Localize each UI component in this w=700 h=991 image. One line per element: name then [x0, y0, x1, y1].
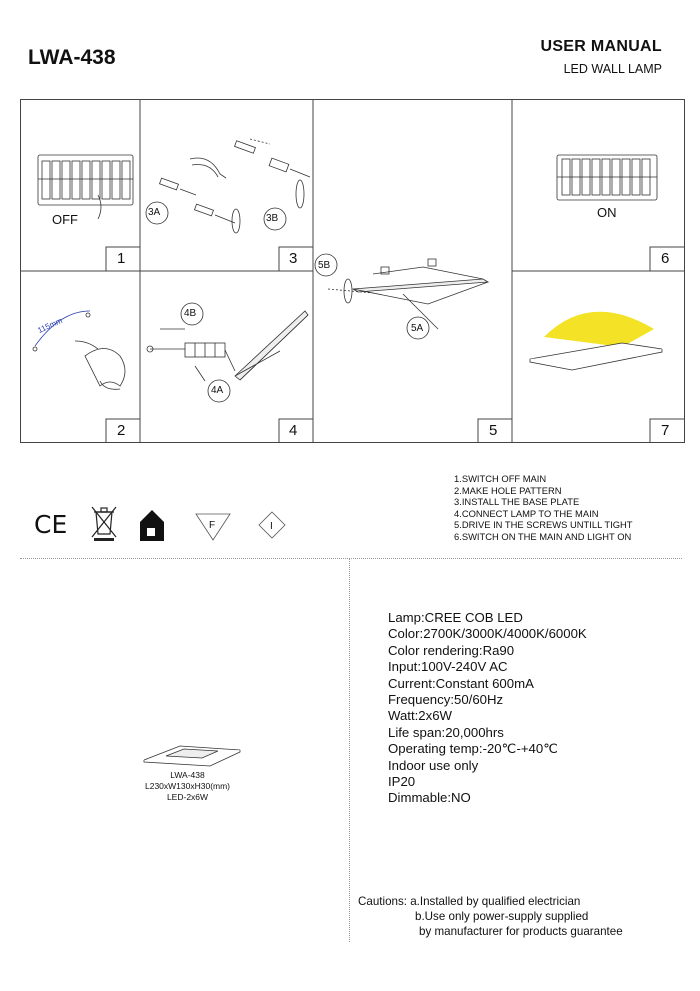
- weee-bin-icon: [90, 504, 118, 542]
- spec-color: Color:2700K/3000K/4000K/6000K: [388, 626, 587, 642]
- ce-mark-icon: CE: [34, 510, 68, 539]
- step-number-7: 7: [661, 422, 670, 439]
- callout-4b: 4B: [184, 308, 197, 319]
- cautions: [358, 895, 623, 939]
- product-illustration: [140, 738, 245, 768]
- model-number: LWA-438: [28, 46, 116, 69]
- step-text-5: 5.DRIVE IN THE SCREWS UNTILL TIGHT: [454, 519, 633, 531]
- specifications: [388, 610, 587, 807]
- hole-spacing-dimension: 115mm: [36, 315, 64, 336]
- step-number-4: 4: [289, 422, 298, 439]
- product-caption: [120, 770, 255, 803]
- spec-dimmable: Dimmable:NO: [388, 790, 471, 806]
- indoor-use-icon: [138, 508, 166, 542]
- mount-lamp-illustration: [313, 99, 512, 443]
- step-text-1: 1.SWITCH OFF MAIN: [454, 473, 547, 484]
- on-label: ON: [597, 205, 617, 220]
- drilling-illustration: [20, 271, 140, 443]
- lit-lamp-illustration: [512, 271, 685, 443]
- caution-line-2: b.Use only power-supply supplied: [415, 909, 589, 923]
- caution-line-3: by manufacturer for products guarantee: [419, 924, 623, 938]
- document-title: USER MANUAL: [540, 38, 662, 55]
- step-number-2: 2: [117, 422, 126, 439]
- step-number-6: 6: [661, 250, 670, 267]
- callout-3a: 3A: [148, 207, 161, 218]
- spec-input: Input:100V-240V AC: [388, 659, 508, 675]
- spec-life-span: Life span:20,000hrs: [388, 724, 504, 740]
- f-mark-icon: [194, 512, 232, 542]
- off-label: OFF: [52, 212, 78, 227]
- spec-current: Current:Constant 600mA: [388, 675, 534, 691]
- document-subtitle: LED WALL LAMP: [563, 62, 662, 76]
- class-one-icon: [258, 511, 286, 539]
- callout-5a: 5A: [411, 323, 424, 334]
- light-glow: [544, 312, 654, 347]
- step-text-2: 2.MAKE HOLE PATTERN: [454, 484, 562, 496]
- breaker-off-illustration: [20, 99, 140, 271]
- step-text-3: 3.INSTALL THE BASE PLATE: [454, 496, 580, 508]
- class-one-text: I: [270, 521, 273, 532]
- step-number-3: 3: [289, 250, 298, 267]
- callout-3b: 3B: [266, 213, 279, 224]
- step-number-5: 5: [489, 422, 498, 439]
- base-plate-hardware-illustration: [140, 99, 313, 271]
- callout-4a: 4A: [211, 385, 224, 396]
- spec-watt: Watt:2x6W: [388, 708, 453, 724]
- spec-operating-temp: Operating temp:-20℃-+40℃: [388, 741, 559, 757]
- section-divider-horizontal: [20, 558, 682, 559]
- f-mark-text: F: [209, 520, 216, 531]
- callout-5b: 5B: [318, 260, 331, 271]
- spec-color-rendering: Color rendering:Ra90: [388, 642, 515, 658]
- installation-diagram: [20, 99, 685, 444]
- product-model: LWA-438: [170, 770, 205, 780]
- spec-frequency: Frequency:50/60Hz: [388, 692, 504, 708]
- product-led: LED-2x6W: [166, 792, 209, 802]
- spec-lamp: Lamp:CREE COB LED: [388, 610, 523, 625]
- wiring-illustration: [140, 271, 313, 443]
- spec-ip-rating: IP20: [388, 774, 416, 790]
- step-number-1: 1: [117, 250, 126, 267]
- breaker-on-illustration: [512, 99, 685, 271]
- spec-indoor-use: Indoor use only: [388, 757, 479, 773]
- installation-steps: [454, 473, 633, 543]
- caution-line-1: Cautions: a.Installed by qualified electrician: [358, 895, 581, 908]
- step-text-4: 4.CONNECT LAMP TO THE MAIN: [454, 507, 599, 519]
- product-dimensions: L230xW130xH30(mm): [144, 781, 231, 791]
- section-divider-vertical: [349, 558, 350, 942]
- step-text-6: 6.SWITCH ON THE MAIN AND LIGHT ON: [454, 530, 632, 542]
